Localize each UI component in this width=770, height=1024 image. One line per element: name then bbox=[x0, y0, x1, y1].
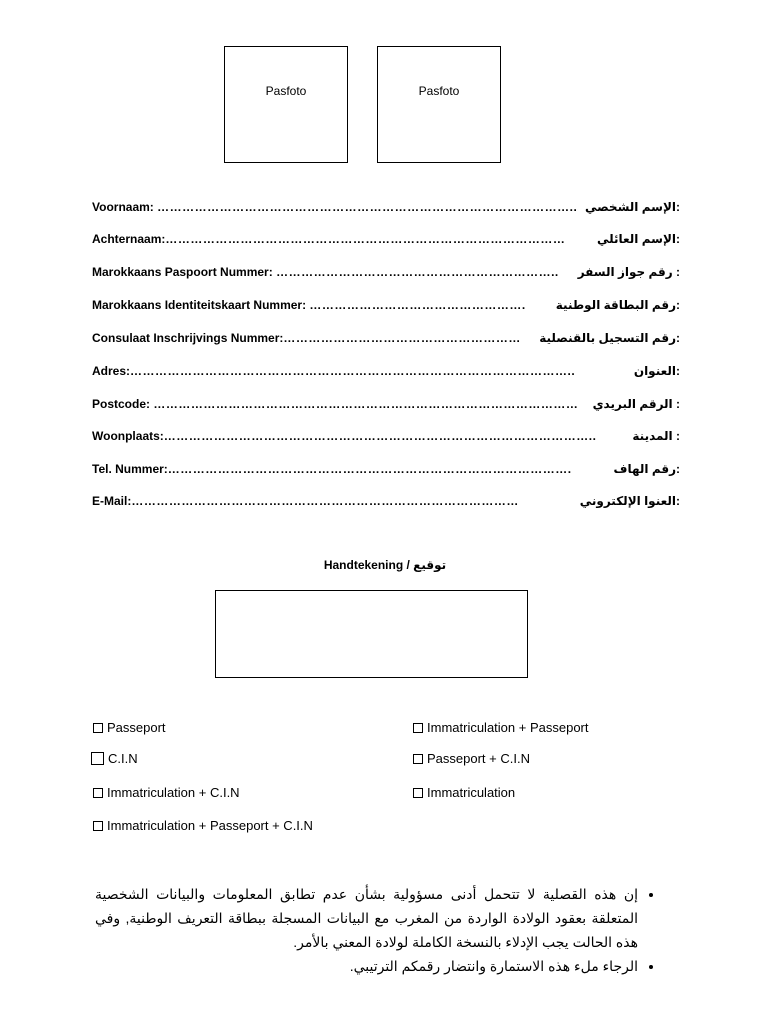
option-immatriculation-passeport-cin[interactable] bbox=[93, 818, 313, 833]
field-label-arabic: : رقم جواز السفر bbox=[577, 265, 680, 279]
option-label: Passeport bbox=[107, 720, 166, 735]
field-dots: ………………………………………………… bbox=[283, 331, 521, 345]
field-label: E-Mail: bbox=[92, 494, 132, 508]
field-label-arabic: :العنوان bbox=[633, 364, 680, 378]
field-label-arabic: :رقم الهاف bbox=[613, 462, 680, 476]
option-label: Immatriculation bbox=[427, 785, 516, 800]
photo-label: Pasfoto bbox=[265, 84, 307, 98]
field-dots: ………………………………………………………………………………………… bbox=[153, 397, 579, 411]
option-cin[interactable] bbox=[91, 751, 138, 766]
checkbox-icon[interactable] bbox=[93, 821, 103, 831]
field-dots: ……………………………………………………………………………………….. bbox=[157, 200, 578, 214]
notes-list bbox=[95, 882, 660, 978]
option-label: Immatriculation + Passeport bbox=[427, 720, 589, 735]
field-label: Postcode: bbox=[92, 397, 151, 411]
checkbox-icon[interactable] bbox=[93, 723, 103, 733]
note-disclaimer: • إن هذه القصلية لا تتحمل أدنى مسؤولية بشأن عدم تطابق المعلومات والبيانات الشخصية المتعلقة بعقود الولادة الواردة من المغرب مع البيانات المسجلة ببطاقة التعريف الوطنية, وفي هذه الحالت يجب الإدلاء بالنسخة الكاملة لولادة المعني بالأمر. bbox=[95, 882, 638, 954]
option-passeport[interactable] bbox=[93, 720, 166, 735]
checkbox-icon[interactable] bbox=[413, 788, 423, 798]
field-email[interactable] bbox=[92, 494, 680, 512]
field-label-arabic: :رقم البطاقة الوطنية bbox=[555, 298, 680, 312]
field-phone-number[interactable] bbox=[92, 462, 680, 480]
field-passport-number[interactable] bbox=[92, 265, 680, 283]
option-immatriculation-passeport[interactable] bbox=[413, 720, 588, 735]
field-first-name[interactable] bbox=[92, 200, 680, 218]
field-label: Woonplaats: bbox=[92, 429, 164, 443]
field-last-name[interactable] bbox=[92, 232, 680, 250]
field-label: Marokkaans Paspoort Nummer: bbox=[92, 265, 273, 279]
field-dots: ………………………………………………………………………………………….. bbox=[163, 429, 597, 443]
checkbox-icon[interactable] bbox=[91, 752, 104, 765]
field-label: Achternaam: bbox=[92, 232, 166, 246]
field-label-arabic: :رقم التسجيل بالقنصلية bbox=[539, 331, 680, 345]
option-immatriculation[interactable] bbox=[413, 785, 515, 800]
note-instruction: • الرجاء ملء هذه الاستمارة وانتضار رقمكم الترتيبي. bbox=[95, 954, 638, 978]
option-label: Immatriculation + C.I.N bbox=[107, 785, 240, 800]
field-label-arabic: :العنوا الإلكتروني bbox=[579, 494, 680, 508]
field-consulate-registration-number[interactable] bbox=[92, 331, 680, 349]
field-label-arabic: : الرقم البريدي bbox=[592, 397, 680, 411]
checkbox-icon[interactable] bbox=[93, 788, 103, 798]
passport-photo-box-2 bbox=[377, 46, 501, 163]
field-label-arabic: :الإسم الشخصي bbox=[584, 200, 680, 214]
passport-photo-box-1 bbox=[224, 46, 348, 163]
field-label: Marokkaans Identiteitskaart Nummer: bbox=[92, 298, 307, 312]
field-dots: ……………………………………………. bbox=[309, 298, 526, 312]
field-dots: ………………………………………………………………………………… bbox=[131, 494, 519, 508]
signature-box[interactable] bbox=[215, 590, 528, 678]
field-label: Tel. Nummer: bbox=[92, 462, 168, 476]
option-label: Passeport + C.I.N bbox=[427, 751, 530, 766]
option-label: C.I.N bbox=[108, 751, 138, 766]
field-label-arabic: : المدينة bbox=[632, 429, 680, 443]
signature-title: Handtekening / توقيع bbox=[323, 558, 447, 572]
option-label: Immatriculation + Passeport + C.I.N bbox=[107, 818, 313, 833]
checkbox-icon[interactable] bbox=[413, 754, 423, 764]
field-label: Adres: bbox=[92, 364, 131, 378]
photo-label: Pasfoto bbox=[418, 84, 460, 98]
option-immatriculation-cin[interactable] bbox=[93, 785, 240, 800]
field-address[interactable] bbox=[92, 364, 680, 382]
field-label: Voornaam: bbox=[92, 200, 154, 214]
field-label: Consulaat Inschrijvings Nummer: bbox=[92, 331, 284, 345]
field-dots: ………………………………………………………….. bbox=[276, 265, 559, 279]
field-city[interactable] bbox=[92, 429, 680, 447]
field-id-card-number[interactable] bbox=[92, 298, 680, 316]
field-postcode[interactable] bbox=[92, 397, 680, 415]
field-dots: ……………………………………………………………………………………. bbox=[167, 462, 572, 476]
checkbox-icon[interactable] bbox=[413, 723, 423, 733]
field-label-arabic: :الإسم العائلي bbox=[596, 232, 680, 246]
option-passeport-cin[interactable] bbox=[413, 751, 530, 766]
field-dots: …………………………………………………………………………………… bbox=[165, 232, 566, 246]
field-dots: …………………………………………………………………………………………….. bbox=[130, 364, 576, 378]
